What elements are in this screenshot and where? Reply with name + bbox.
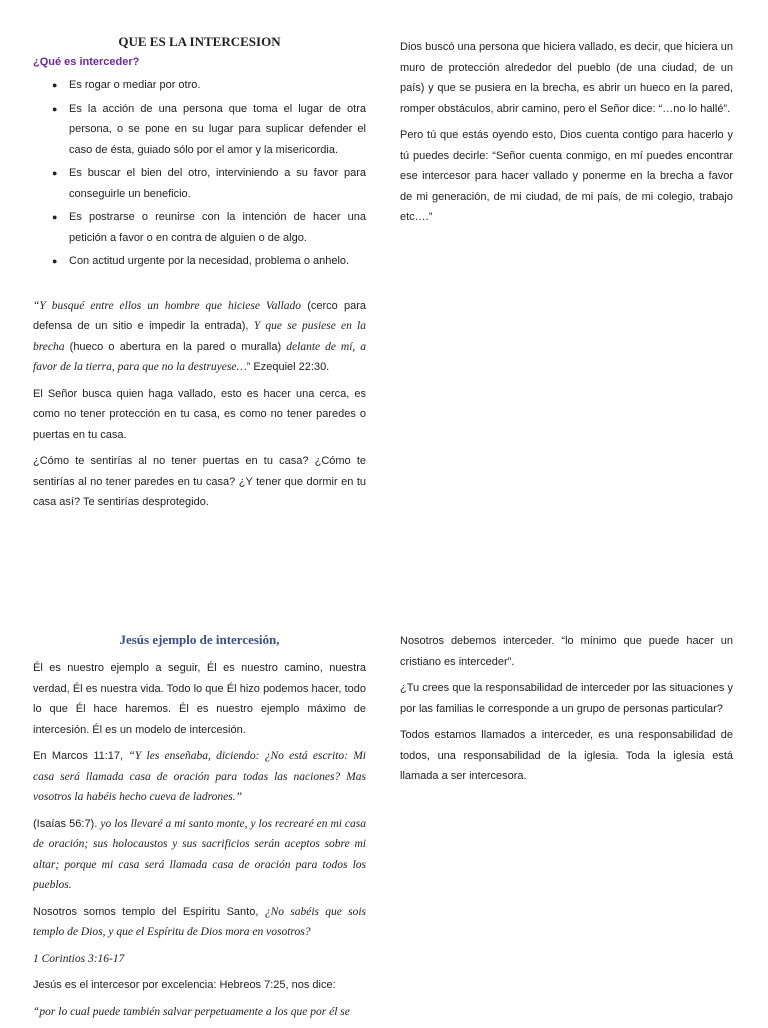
templo-paragraph: Nosotros somos templo del Espíritu Santo, ¿No sabéis que sois templo de Dios, y que el Espíritu de Dios mora en vosotros? (33, 905, 366, 938)
paragraph: ¿Cómo te sentirías al no tener puertas en tu casa? ¿Cómo te sentirías al no tener paredes en tu casa? ¿Y tener que dormir en tu casa así? Te sentirías desprotegido. (33, 455, 366, 508)
list-item: ● Es la acción de una persona que toma el lugar de otra persona, o se pone en su lugar para suplicar defender el caso de ésta, guiado sólo por el amor y la misericordia. (69, 99, 366, 161)
paragraph: Pero tú que estás oyendo esto, Dios cuenta contigo para hacerlo y tú puedes decirle: “Señor cuenta conmigo, en mí puedes encontrar ese intercesor para hacer vallado y ponerme en la brecha a favor de mi generación, de mi ciudad, de mi país, de mi colegio, trabajo etc….” (400, 129, 733, 223)
definition-list (33, 75, 366, 272)
paragraph: Nosotros debemos interceder. “lo mínimo que puede hacer un cristiano es interceder”. (400, 635, 733, 668)
section-title: Jesús ejemplo de intercesión, (119, 632, 280, 647)
bullet-icon: ● (52, 103, 58, 114)
section-title: QUE ES LA INTERCESION (118, 34, 281, 49)
bullet-icon: ● (52, 212, 58, 222)
marcos-paragraph: En Marcos 11:17, “Y les enseñaba, diciendo: ¿No está escrito: Mi casa será llamada casa de oración para todas las naciones? Mas vosotros la habéis hecho cueva de ladrones.” (33, 750, 367, 803)
paragraph: ¿Tu crees que la responsabilidad de interceder por las situaciones y por las familias le corresponde a un grupo de personas particular? (400, 682, 733, 715)
list-item: ● Es buscar el bien del otro, interviniendo a su favor para conseguirle un beneficio. (69, 163, 366, 204)
ezequiel-quote: “Y busqué entre ellos un hombre que hiciese Vallado (cerco para defensa de un sitio e impedir la entrada), Y que se pusiese en la brecha (hueco o abertura en la pared o muralla) delante de mí, a favor de la tierra, para que no la destruyese…” Ezequiel 22:30. (33, 299, 367, 373)
bullet-icon: ● (52, 80, 58, 90)
corintios-reference: 1 Corintios 3:16-17 (33, 952, 125, 965)
section1-left-column (33, 33, 366, 519)
isaias-paragraph: (Isaías 56:7). yo los llevaré a mi santo monte, y los recrearé en mi casa de oración; sus holocaustos y sus sacrificios serán aceptos sobre mi altar; porque mi casa será llamada casa de oración para todos los pueblos. (33, 817, 366, 891)
list-item: ● Con actitud urgente por la necesidad, problema o anhelo. (69, 251, 366, 272)
bullet-icon: ● (52, 168, 58, 178)
section-subtitle: ¿Qué es interceder? (33, 56, 140, 68)
list-item: ● Es postrarse o reunirse con la intención de hacer una petición a favor o en contra de alguien o de algo. (69, 207, 366, 248)
paragraph: El Señor busca quien haga vallado, esto es hacer una cerca, es como no tener protección en tu casa, es como no tener paredes o puertas en tu casa. (33, 387, 366, 441)
paragraph: Dios buscó una persona que hiciera vallado, es decir, que hiciera un muro de protección alrededor del pueblo (de una ciudad, de un país) y que se pusiera en la brecha, es abrir un hueco en la pared, romper obstáculos, abrir camino, pero el Señor dice: “…no lo hallé”. (400, 41, 733, 115)
hebreos-quote: “por lo cual puede también salvar perpetuamente a los que por él se (33, 1005, 350, 1018)
paragraph: Todos estamos llamados a interceder, es una responsabilidad de todos, una responsabilidad de la iglesia. Toda la iglesia está llamada a ser intercesora. (400, 729, 733, 782)
list-item: ● Es rogar o mediar por otro. (69, 75, 366, 96)
paragraph: Jesús es el intercesor por excelencia: Hebreos 7:25, nos dice: (33, 979, 336, 991)
section2-left-column (33, 630, 366, 1028)
paragraph: Él es nuestro ejemplo a seguir, Él es nuestro camino, nuestra verdad, Él es nuestra vida. Todo lo que Él hizo podemos hacer, todo lo que Él hace haremos. Él es nuestro ejemplo máximo de intercesión. Él es un modelo de intercesión. (33, 662, 366, 736)
section2-right-column (400, 631, 733, 793)
section1-right-column (400, 37, 733, 234)
bullet-icon: ● (52, 256, 58, 266)
